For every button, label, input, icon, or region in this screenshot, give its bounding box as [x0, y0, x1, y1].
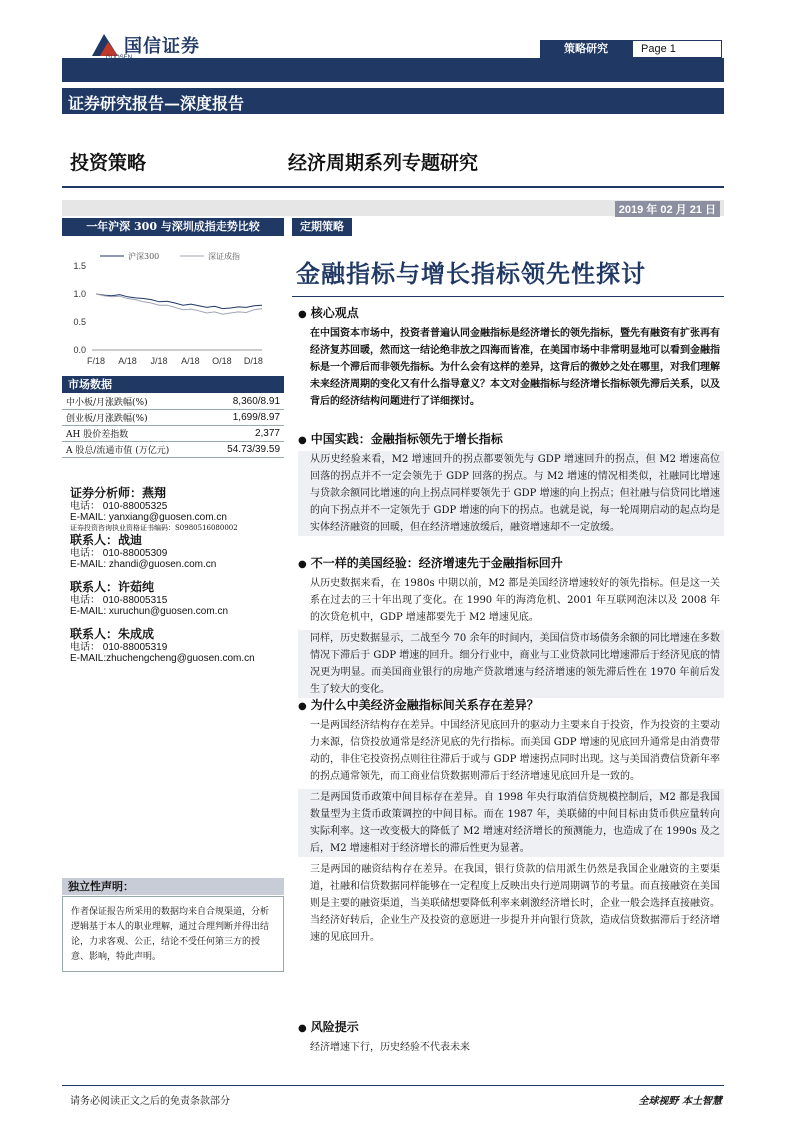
page-number: Page 1	[632, 40, 722, 58]
paragraph: 二是两国货币政策中间目标存在差异。自 1998 年央行取消信贷规模控制后，M2 都是我国数量型为主货币政策调控的中间目标。而在 1987 年，美联储的中间目标由货币供应量转向实际利率。这一改变极大的降低了 M2 增速对经济增长的预测能力，也造成了在 1990s 及之后，M2 增速相对于经济增长的滞后性更为显著。	[298, 789, 724, 857]
market-data-title: 市场数据	[62, 376, 284, 393]
x-tick-label: J/18	[150, 356, 168, 366]
x-tick-label: D/18	[243, 356, 263, 366]
section-heading: ● 中国实践：金融指标领先于增长指标	[298, 432, 503, 446]
contact-phone: 电话： 010-88005319	[70, 642, 168, 653]
section-heading: ● 风险提示	[298, 1020, 359, 1034]
section-why-differ	[298, 698, 724, 946]
paragraph: 三是两国的融资结构存在差异。在我国，银行贷款的信用派生仍然是我国企业融资的主要渠道，社融和信贷数据同样能够在一定程度上反映出央行逆周期调节的考量。而直接融资在美国则是主要的融资渠道，当美联储想要降低利率来刺激经济增长时，企业一般会选择直接融资。当经济好转后，企业生产及投资的意愿进一步提升并向银行贷款，造成信贷数据滞后于经济增速的见底回升。	[310, 864, 720, 943]
x-tick-label: F/18	[86, 356, 106, 366]
contact-phone: 电话： 010-88005315	[70, 595, 168, 606]
report-type: 证券研究报告—深度报告	[68, 94, 245, 113]
x-tick-label: A/18	[181, 356, 200, 366]
contact-email[interactable]: E-MAIL:zhuchengcheng@guosen.com.cn	[70, 653, 255, 664]
bullet-icon: ●	[298, 701, 307, 712]
bullet-icon: ●	[298, 559, 307, 570]
header-tag: 策略研究	[540, 40, 632, 58]
bullet-icon: ●	[298, 1023, 307, 1034]
y-tick-label: 1.5	[73, 261, 86, 271]
market-label: 中小板/月涨跌幅(%)	[62, 394, 206, 410]
index-trend-chart	[62, 244, 284, 374]
analyst-name: 证券分析师：燕翔	[70, 486, 167, 500]
y-tick-label: 1.0	[73, 289, 86, 299]
legend-label: 沪深300	[128, 252, 160, 261]
market-value: 8,360/8.91	[206, 394, 284, 410]
section-china-practice	[298, 432, 724, 536]
legend-label: 深证成指	[208, 252, 240, 261]
analyst-phone: 电话： 010-88005325	[70, 501, 168, 512]
contact-name: 联系人：朱成成	[70, 627, 155, 641]
analyst-email[interactable]: E-MAIL: yanxiang@guosen.com.cn	[70, 512, 227, 523]
y-tick-label: 0.5	[73, 317, 86, 327]
table-row	[62, 410, 284, 426]
paragraph: 从历史数据来看，在 1980s 中期以前，M2 都是美国经济增速较好的领先指标。但是这一关系在过去的三十年出现了变化。在 1990 年的海湾危机、2001 年互联网泡沫以及 2008 年的次贷危机中，GDP 增速都要先于 M2 增速见底。	[310, 578, 720, 623]
section-heading: ● 为什么中美经济金融指标间关系存在差异？	[298, 698, 539, 712]
headline-rule	[292, 296, 724, 297]
chart-title: 一年沪深 300 与深圳成指走势比较	[62, 218, 284, 236]
footer-disclaimer[interactable]: 请务必阅读正文之后的免责条款部分	[70, 1096, 230, 1107]
paragraph: 在中国资本市场中，投资者普遍认同金融指标是经济增长的领先指标，暨先有融资有扩张再有经济复苏回暖，然而这一结论绝非放之四海而皆准，在美国市场中非常明显地可以看到金融指标是一个滞后而非领先指标。为什么会有这样的差异，这背后的微妙之处在哪里，对我们理解未来经济周期的变化又有什么指导意义？本文对金融指标与经济增长指标领先滞后关系，以及背后的经济结构问题进行了详细探讨。	[310, 328, 720, 407]
logo-text: 国信证券	[124, 36, 200, 57]
independence-title: 独立性声明：	[62, 878, 284, 895]
contact-card	[70, 580, 290, 617]
bullet-icon: ●	[298, 435, 307, 446]
paragraph: 同样，历史数据显示，二战至今 70 余年的时间内，美国信贷市场债务余额的同比增速在多数情况下滞后于 GDP 增速的回升。细分行业中，商业与工业贷款同比增速滞后于经济见底的情况更为明显。而美国商业银行的房地产贷款增速与经济增速的领先滞后性在 1970 年前后发生了较大的变化。	[298, 630, 724, 698]
footer-slogan: 全球视野 本土智慧	[638, 1096, 722, 1107]
market-value: 54.73/39.59	[206, 442, 284, 458]
independence-text: 作者保证报告所采用的数据均来自合规渠道，分析逻辑基于本人的职业理解，通过合理判断并得出结论，力求客观、公正，结论不受任何第三方的授意、影响，特此声明。	[62, 896, 284, 972]
market-label: 创业板/月涨跌幅(%)	[62, 410, 206, 426]
market-data-table	[62, 394, 284, 458]
market-label: A 股总/流通市值 (万亿元)	[62, 442, 206, 458]
report-topic: 经济周期系列专题研究	[288, 152, 479, 174]
market-label: AH 股价差指数	[62, 426, 206, 442]
chart-svg	[62, 244, 284, 374]
paragraph: 从历史经验来看，M2 增速回升的拐点都要领先与 GDP 增速回升的拐点，但 M2 增速高位回落的拐点并不一定会领先于 GDP 回落的拐点。与 M2 增速的情况相类似，社融同比增速与贷款余额同比增速的向上拐点同样要领先于 GDP 增速的向上拐点；但社融与信贷同比增速的向下拐点并不一定领先于 GDP 增速的向下的拐点。也就是说，每一轮周期启动的起点均是实体经济融资的回暖，但在经济增速放缓后，融资增速却不一定放缓。	[298, 451, 724, 536]
contact-phone: 电话： 010-88005309	[70, 548, 168, 559]
headline: 金融指标与增长指标领先性探讨	[296, 259, 646, 288]
section-heading: ● 不一样的美国经验：经济增速先于金融指标回升	[298, 556, 563, 570]
footer-rule	[62, 1085, 724, 1086]
header-divider	[62, 186, 724, 188]
contact-name: 联系人：战迪	[70, 533, 143, 547]
contact-name: 联系人：许茹纯	[70, 580, 155, 594]
x-tick-label: O/18	[212, 356, 232, 366]
contact-card	[70, 627, 290, 664]
market-value: 1,699/8.97	[206, 410, 284, 426]
table-row	[62, 426, 284, 442]
bullet-icon: ●	[298, 309, 307, 320]
contact-email[interactable]: E-MAIL: xuruchun@guosen.com.cn	[70, 606, 229, 617]
section-heading: ● 核心观点	[298, 306, 359, 320]
x-tick-label: A/18	[118, 356, 137, 366]
paragraph: 一是两国经济结构存在差异。中国经济见底回升的驱动力主要来自于投资，作为投资的主要动力来源，信贷投放通常是经济见底的先行指标。而美国 GDP 增速的见底回升通常是由消费带动的，非住宅投资拐点则往往滞后于或与 GDP 增速拐点同时出现。这与美国消费信贷新年率的拐点通常领先，而工商业信贷数据则滞后于经济增速见底回升是一致的。	[310, 720, 720, 782]
paragraph: 经济增速下行，历史经验不代表未来	[310, 1042, 470, 1053]
section-risk	[298, 1020, 724, 1056]
y-tick-label: 0.0	[73, 345, 86, 355]
contact-email[interactable]: E-MAIL: zhandi@guosen.com.cn	[70, 559, 217, 570]
report-tag: 定期策略	[292, 218, 352, 236]
report-type-bar	[62, 88, 724, 114]
header-bar	[62, 58, 724, 82]
section-core-view	[298, 306, 724, 410]
contact-card	[70, 533, 290, 570]
market-value: 2,377	[206, 426, 284, 442]
report-date: 2019 年 02 月 21 日	[615, 201, 720, 217]
analyst-cert: 证券投资咨询执业资格证书编码：S0980516080002	[70, 524, 238, 532]
section-us-experience	[298, 556, 724, 698]
table-row	[62, 394, 284, 410]
analyst-card	[70, 486, 290, 534]
table-row	[62, 442, 284, 458]
report-category: 投资策略	[70, 152, 147, 174]
